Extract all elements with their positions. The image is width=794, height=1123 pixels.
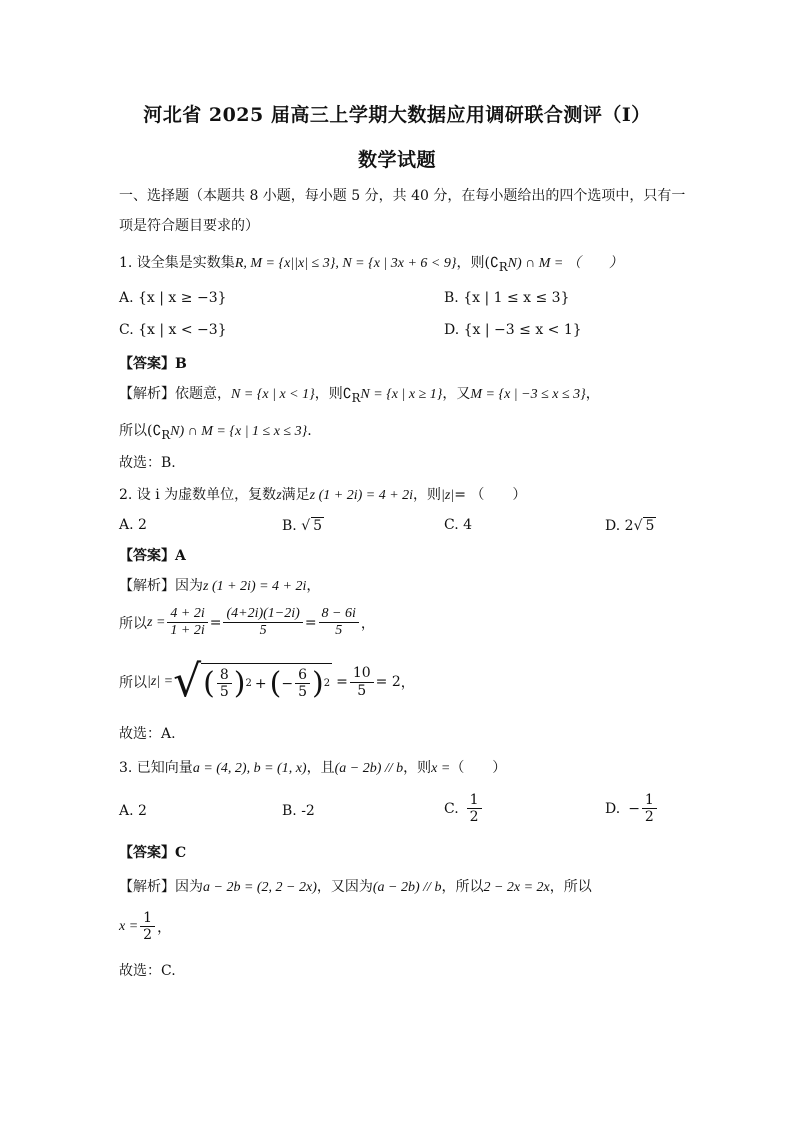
q3-conclusion: 故选：C.: [119, 963, 176, 979]
q3-opt-d-frac: [642, 792, 657, 825]
q2-fraction-2: [223, 606, 302, 639]
q2-r1-num: 8: [217, 667, 232, 684]
q1-ex2-end: .: [307, 423, 312, 439]
q1-stem-end: N) ∩ M = （ ）: [507, 256, 623, 271]
q3-stem-then: ，则: [403, 760, 432, 776]
q2-ex3-prefix: 所以: [119, 675, 147, 691]
q3-ex1-c: (a − 2b) // b: [372, 880, 442, 895]
q3-ex1-b: ，又因为: [316, 879, 373, 895]
q3-stem-cond: (a − 2b) // b: [334, 761, 404, 776]
q2-stem-then: ，则: [413, 487, 442, 503]
q3-ex2-frac: [140, 910, 155, 943]
q2-f1-num: 4 + 2i: [167, 606, 207, 623]
q2-r3-frac: [350, 665, 374, 698]
q1-ex2-sub: R: [161, 427, 171, 442]
q2-explanation-line3: 所以 |z| = √ ( $\frac{8}{5}$ ) 2 + ( − $\frac{6}{5}$ ) 2 = $\frac{10}{5}$ = 2 ，: [119, 656, 415, 707]
q2-ex1-prefix: 【解析】因为: [119, 578, 203, 594]
q3-opt-d-sign: −: [628, 800, 640, 817]
q2-ex2-end: ，: [360, 615, 375, 632]
q1-ex2-body: N) ∩ M = {x | 1 ≤ x ≤ 3}: [170, 424, 308, 439]
q2-conclusion: 故选：A.: [119, 726, 176, 742]
q2-opt-d-coef: 2: [624, 518, 634, 534]
exam-title: 河北省 2025 届高三上学期大数据应用调研联合测评（Ⅰ）: [143, 104, 651, 126]
q2-opt-b-value: 5: [313, 518, 323, 534]
q1-option-b: B. {x | 1 ≤ x ≤ 3}: [444, 290, 570, 306]
q2-f2-den: 5: [259, 623, 267, 639]
q1-stem-sub: R: [498, 259, 508, 274]
q3-opt-c-num: 1: [467, 792, 482, 809]
q3-stem-x: x =: [431, 761, 451, 776]
q2-r2-num: 6: [295, 667, 310, 684]
q3-opt-d-den: 2: [644, 809, 654, 826]
section-heading-line2: 项是符合题目要求的）: [119, 218, 259, 234]
q1-stem-suffix: ，则(∁: [456, 255, 499, 271]
q2-r2-den: 5: [298, 684, 307, 700]
q2-modulus-sqrt: √ ( $\frac{8}{5}$ ) 2 + ( − $\frac{6}{5}$ ) 2: [173, 656, 331, 707]
q1-ex1-sub: R: [351, 390, 361, 405]
q3-opt-c-label: C.: [444, 800, 459, 817]
q2-explanation-line1: [119, 575, 320, 595]
q3-option-c: [444, 792, 484, 825]
q2-option-b: B. √ 5: [282, 518, 323, 534]
q2-ex1-end: ，: [306, 578, 321, 594]
q2-opt-d-value: 5: [645, 518, 655, 534]
q1-ex1-a: N = {x | x < 1}: [231, 387, 315, 402]
q3-ex2-x: x =: [119, 918, 139, 934]
q3-ex2-num: 1: [140, 910, 155, 927]
q2-ex1-eq: z (1 + 2i) = 4 + 2i: [203, 579, 307, 594]
q2-ex2-prefix: 所以: [119, 615, 147, 632]
q2-opt-d-label: D.: [605, 518, 621, 534]
q2-stem-prefix: 2. 设 i 为虚数单位，复数: [119, 487, 277, 503]
q2-stem-end: = （ ）: [454, 487, 527, 503]
q3-stem-prefix: 3. 已知向量: [119, 760, 193, 776]
q1-answer: 【答案】B: [119, 356, 187, 372]
q2-fraction-1: [167, 606, 207, 639]
q2-r3-den: 5: [357, 682, 367, 699]
q1-ex1-c: N = {x | x ≥ 1}: [360, 387, 443, 402]
q2-r3-num: 10: [350, 665, 374, 682]
q1-ex1-d: ，又: [442, 386, 471, 402]
q1-option-a: A. {x | x ≥ −3}: [119, 290, 227, 306]
q2-r1-den: 5: [219, 684, 229, 700]
q3-opt-d-label: D.: [605, 800, 621, 817]
q3-explanation-line2: [119, 910, 171, 943]
q2-r1-frac: [217, 667, 232, 700]
q1-ex1-prefix: 【解析】依题意，: [119, 386, 231, 402]
q3-explanation-line1: [119, 876, 592, 896]
q2-f1-den: 1 + 2i: [170, 623, 205, 639]
q1-option-c: C. {x | x < −3}: [119, 322, 227, 338]
q2-ex3-end: ，: [400, 675, 415, 691]
q1-option-d: D. {x | −3 ≤ x < 1}: [444, 322, 582, 338]
q1-ex2-prefix: 所以(∁: [119, 423, 162, 439]
q2-opt-b-label: B.: [282, 518, 297, 534]
q3-ex2-den: 2: [143, 927, 153, 944]
q3-answer: 【答案】C: [119, 845, 187, 861]
q2-sq-2: 2: [323, 678, 331, 689]
q3-option-a: A. 2: [119, 803, 147, 819]
q2-r-eq-end: = 2: [375, 674, 401, 690]
q2-stem-mid: 满足: [281, 487, 310, 503]
q2-option-a: A. 2: [119, 517, 147, 533]
q3-ex2-end: ，: [157, 919, 172, 936]
q2-stem-z: z: [276, 488, 282, 503]
q3-ex1-d: ，所以: [441, 879, 484, 895]
q3-ex1-e: 2 − 2x = 2x: [483, 880, 550, 895]
q3-stem-mid: ，且: [306, 760, 335, 776]
q2-r2-sign: −: [281, 675, 294, 692]
q3-stem-end: （ ）: [450, 760, 507, 776]
q3-ex1-a: a − 2b = (2, 2 − 2x): [203, 880, 317, 895]
q3-stem-vecs: a = (4, 2), b = (1, x): [192, 761, 307, 776]
q3-option-d: [605, 792, 659, 825]
q2-f3-num: 8 − 6i: [319, 606, 359, 623]
q1-explanation-line2: [119, 420, 312, 442]
q2-r2-frac: [295, 667, 310, 700]
q3-opt-d-num: 1: [642, 792, 657, 809]
q2-option-d: D. 2√ 5: [605, 518, 655, 534]
q2-ex3-abs: |z| =: [147, 674, 174, 689]
q2-stem-eq: z (1 + 2i) = 4 + 2i: [309, 488, 414, 503]
q1-stem-math: R, M = {x||x| ≤ 3}, N = {x | 3x + 6 < 9}: [234, 256, 457, 271]
q2-plus: +: [254, 675, 267, 692]
q1-stem-prefix: 1. 设全集是实数集: [119, 255, 235, 271]
q2-stem-abs: |z|: [441, 488, 455, 503]
q2-sq-1: 2: [245, 678, 252, 689]
q2-fraction-3: [319, 606, 359, 639]
section-heading-line1: 一、选择题（本题共 8 小题，每小题 5 分，共 40 分，在每小题给出的四个选项中，只有一: [119, 188, 686, 204]
q3-stem: [119, 757, 506, 777]
q1-ex1-f: ，: [585, 386, 600, 402]
q3-option-b: B. -2: [282, 803, 315, 819]
q1-ex1-e: M = {x | −3 ≤ x ≤ 3}: [470, 387, 586, 402]
q1-conclusion: 故选：B.: [119, 455, 176, 471]
q1-ex1-b: ，则∁: [314, 386, 352, 402]
q3-ex1-prefix: 【解析】因为: [119, 879, 203, 895]
q3-opt-c-den: 2: [469, 809, 479, 826]
q2-ex2-z: z =: [147, 614, 166, 630]
q3-opt-c-frac: [467, 792, 482, 825]
q3-ex1-f: ，所以: [549, 879, 592, 895]
q2-option-c: C. 4: [444, 517, 473, 533]
q2-stem: [119, 484, 526, 504]
q1-explanation-line1: [119, 383, 600, 405]
q2-f3-den: 5: [335, 623, 343, 639]
q2-explanation-line2: 所以 z = $\frac{4 + 2i}{1 + 2i}$ = $\frac{(4+2i)(1-2i)}{5}$ = $\frac{8 - 6i}{5}$ ，: [119, 606, 375, 639]
q2-f2-num: (4+2i)(1−2i): [223, 606, 302, 623]
q2-answer: 【答案】A: [119, 548, 186, 564]
exam-subtitle: 数学试题: [357, 149, 436, 171]
q1-stem: [119, 252, 623, 274]
